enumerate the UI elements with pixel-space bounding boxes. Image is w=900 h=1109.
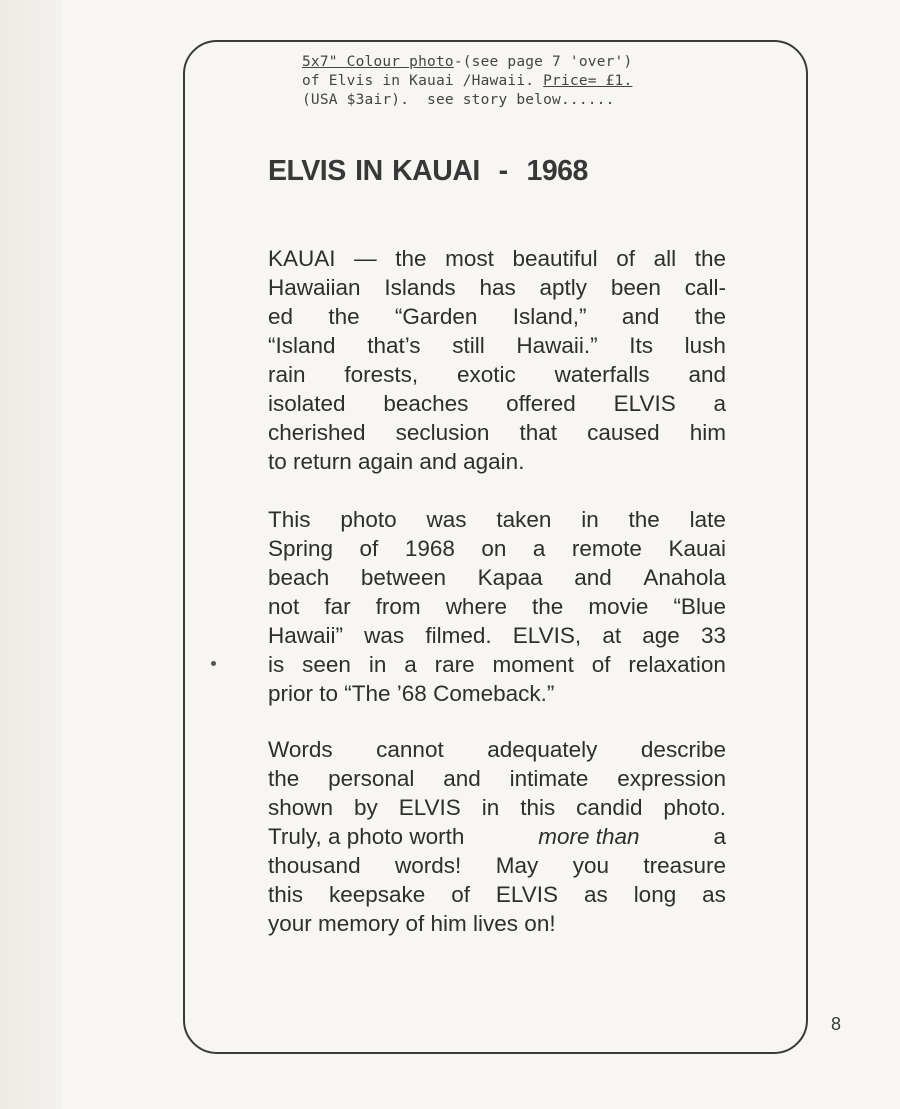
word: keepsake [328, 882, 426, 907]
text-line: prior to “The ’68 Comeback.” [268, 681, 555, 706]
word: in [368, 652, 387, 677]
text-line [268, 650, 726, 679]
word: at [602, 623, 622, 648]
word: treasure [643, 853, 726, 878]
emphasis-text: more than [538, 824, 640, 849]
word: the [395, 246, 427, 271]
note-line-3: (USA $3air). see story below...... [302, 92, 615, 108]
word: Spring [268, 536, 334, 561]
word: Hawaii.” [516, 333, 598, 358]
text-line [268, 418, 726, 447]
word: moment [492, 652, 574, 677]
word: been [610, 275, 661, 300]
word: not [268, 594, 300, 619]
word: of [451, 882, 470, 907]
word: expression [617, 766, 726, 791]
page-number: 8 [831, 1014, 842, 1034]
word: relaxation [628, 652, 726, 677]
word: this [520, 795, 556, 820]
word: cherished [268, 420, 366, 445]
word: all [653, 246, 677, 271]
word: the [694, 246, 726, 271]
text-line [268, 563, 726, 592]
text-line [268, 505, 726, 534]
word: that’s [367, 333, 421, 358]
text-line [268, 793, 726, 822]
word: waterfalls [554, 362, 650, 387]
ink-speck [211, 661, 216, 666]
word: of [359, 536, 379, 561]
note-subject: of Elvis in Kauai /Hawaii. [302, 73, 544, 89]
word: in [481, 795, 500, 820]
word: is [268, 652, 285, 677]
word: photo [340, 507, 397, 532]
word: May [495, 853, 539, 878]
text-line [268, 880, 726, 909]
word: isolated [268, 391, 346, 416]
text-line [268, 735, 726, 764]
typed-header-note [302, 53, 722, 110]
word: from [375, 594, 421, 619]
word: beach [268, 565, 330, 590]
word: this [268, 882, 304, 907]
word: between [360, 565, 446, 590]
word: the [328, 304, 360, 329]
word: exotic [456, 362, 516, 387]
word: This [268, 507, 311, 532]
word: filmed. [425, 623, 492, 648]
word: ELVIS [613, 391, 676, 416]
word: Hawaiian [268, 275, 361, 300]
note-line-2 [302, 72, 722, 91]
word: seen [302, 652, 351, 677]
word: beautiful [512, 246, 598, 271]
word: thousand [268, 853, 361, 878]
text-line [268, 360, 726, 389]
text-line [268, 389, 726, 418]
text-fragment: Truly, a photo worth [268, 824, 465, 849]
word: — [354, 246, 377, 271]
word: and [621, 304, 660, 329]
word: of [591, 652, 611, 677]
word: ELVIS, [512, 623, 582, 648]
word: candid [576, 795, 643, 820]
word: call- [684, 275, 726, 300]
paragraph-2 [268, 505, 726, 708]
word: “Island [268, 333, 336, 358]
word: forests, [344, 362, 419, 387]
text-line [268, 592, 726, 621]
word: Its [629, 333, 654, 358]
word: most [445, 246, 494, 271]
word: movie [588, 594, 649, 619]
word: describe [640, 737, 726, 762]
text-line [268, 621, 726, 650]
text-line [268, 302, 726, 331]
page-edge [0, 0, 62, 1109]
word: seclusion [395, 420, 490, 445]
word: the [532, 594, 564, 619]
word: Island,” [512, 304, 587, 329]
word: that [519, 420, 558, 445]
word: Words [268, 737, 333, 762]
word: a [532, 536, 546, 561]
word: has [479, 275, 516, 300]
word: rare [434, 652, 475, 677]
word: was [426, 507, 467, 532]
word: age [642, 623, 680, 648]
word: you [572, 853, 609, 878]
word: a [713, 391, 726, 416]
word: long [633, 882, 677, 907]
word: the [628, 507, 660, 532]
word: words! [395, 853, 462, 878]
word: Hawaii” [268, 623, 344, 648]
note-price: Price= £1. [543, 73, 633, 89]
word: KAUAI [268, 246, 336, 271]
article-title: ELVIS IN KAUAI - 1968 [268, 155, 588, 187]
word: ELVIS [398, 795, 461, 820]
word: offered [506, 391, 576, 416]
word: taken [496, 507, 552, 532]
text-line [268, 244, 726, 273]
word: cannot [376, 737, 444, 762]
word: personal [328, 766, 415, 791]
word: as [702, 882, 726, 907]
text-line [268, 534, 726, 563]
word: lush [684, 333, 726, 358]
text-line: your memory of him lives on! [268, 911, 556, 936]
text-line [268, 764, 726, 793]
word: Kapaa [477, 565, 543, 590]
note-see-page: -(see page 7 'over') [453, 54, 633, 70]
text-line-emphasis [268, 822, 726, 851]
word: Kauai [668, 536, 726, 561]
word: Anahola [643, 565, 726, 590]
word: as [583, 882, 608, 907]
word: by [353, 795, 378, 820]
word: where [445, 594, 507, 619]
text-line [268, 331, 726, 360]
word: aptly [539, 275, 588, 300]
word: intimate [509, 766, 589, 791]
word: 33 [700, 623, 726, 648]
word: 1968 [404, 536, 455, 561]
word: was [364, 623, 405, 648]
word: remote [571, 536, 642, 561]
text-fragment: a [713, 824, 726, 849]
text-line [268, 851, 726, 880]
word: caused [587, 420, 660, 445]
paragraph-1 [268, 244, 726, 476]
word: ELVIS [495, 882, 559, 907]
note-line-1 [302, 53, 722, 72]
word: of [616, 246, 635, 271]
word: rain [268, 362, 306, 387]
word: shown [268, 795, 334, 820]
word: on [481, 536, 507, 561]
word: adequately [487, 737, 598, 762]
word: photo. [663, 795, 726, 820]
word: “Blue [673, 594, 726, 619]
word: far [324, 594, 351, 619]
word: and [574, 565, 612, 590]
word: the [268, 766, 300, 791]
word: late [689, 507, 726, 532]
text-line [268, 273, 726, 302]
text-line: to return again and again. [268, 449, 525, 474]
word: beaches [383, 391, 469, 416]
word: him [689, 420, 726, 445]
word: in [581, 507, 599, 532]
word: “Garden [394, 304, 478, 329]
paragraph-3 [268, 735, 726, 938]
word: ed [268, 304, 294, 329]
word: and [443, 766, 481, 791]
word: and [688, 362, 726, 387]
word: still [452, 333, 485, 358]
note-photo-size: 5x7" Colour photo [302, 54, 454, 70]
word: the [694, 304, 726, 329]
word: a [404, 652, 417, 677]
word: Islands [384, 275, 456, 300]
